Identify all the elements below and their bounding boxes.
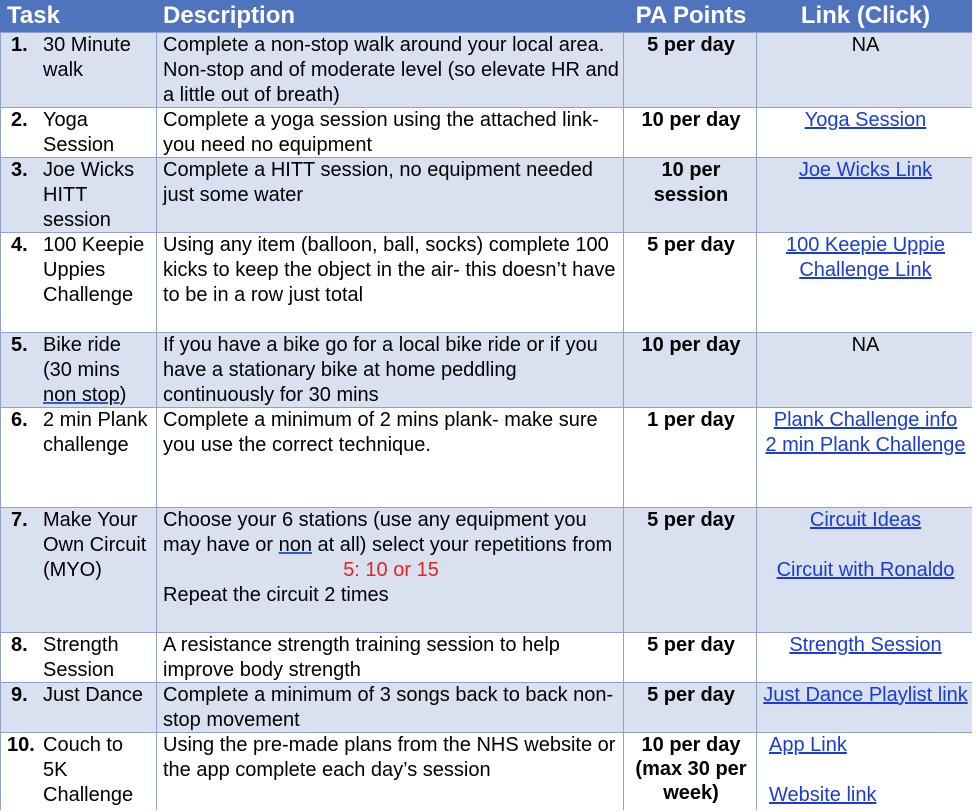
points-cell: 10 per day [623,332,756,407]
header-link: Link (Click) [756,0,972,32]
description-end: Repeat the circuit 2 times [163,584,389,606]
link-cell [756,232,972,332]
description-cell: Complete a HITT session, no equipment needed just some water [156,157,623,232]
link-cell [756,507,972,632]
task-name [43,333,152,407]
circuit-ideas-link[interactable]: Circuit Ideas [809,509,922,531]
task-cell [0,507,156,632]
points-cell: 10 per day [623,107,756,157]
website-link[interactable]: Website link [769,784,877,806]
task-name: 30 Minute walk [43,34,131,81]
link-cell [756,632,972,682]
task-name: Yoga Session [43,109,115,156]
task-cell [0,32,156,107]
task-name: Make Your Own Circuit (MYO) [43,509,147,581]
task-cell [0,107,156,157]
description-cell: Using the pre-made plans from the NHS website or the app complete each day’s session [156,732,623,810]
task-name: Strength Session [43,634,119,681]
strength-session-link[interactable]: Strength Session [789,634,942,656]
task-name-part: Bike ride (30 mins [43,334,121,381]
link-cell [756,157,972,232]
description-cell: Complete a yoga session using the attached link- you need no equipment [156,107,623,157]
task-number: 3. [11,159,28,181]
description-part: Choose your 6 stations (use any equipment you may have or [163,509,587,556]
task-cell [0,682,156,732]
header-pa-points: PA Points [623,0,756,32]
task-number: 5. [11,334,28,356]
app-link[interactable]: App Link [769,734,847,756]
link-cell [756,407,972,507]
description-cell: Complete a minimum of 3 songs back to back non-stop movement [156,682,623,732]
just-dance-link[interactable]: Just Dance Playlist link [763,684,968,706]
yoga-session-link[interactable]: Yoga Session [804,109,927,131]
description-cell [156,507,623,632]
points-cell: 1 per day [623,407,756,507]
header-description: Description [156,0,623,32]
task-number: 4. [11,234,28,256]
task-number: 6. [11,409,28,431]
task-number: 7. [11,509,28,531]
spacer [763,533,968,558]
link-cell [756,682,972,732]
task-cell [0,407,156,507]
keepie-uppie-link[interactable]: 100 Keepie Uppie Challenge Link [785,234,945,281]
repetitions-highlight: 5: 10 or 15 [343,559,439,581]
task-number: 8. [11,634,28,656]
circuit-ronaldo-link[interactable]: Circuit with Ronaldo [776,559,955,581]
points-cell: 5 per day [623,507,756,632]
description-part: at all) select your repetitions from [311,534,613,556]
link-cell [756,107,972,157]
points-cell: 5 per day [623,232,756,332]
description-part: non [278,534,312,556]
description-cell: Complete a minimum of 2 mins plank- make sure you use the correct technique. [156,407,623,507]
task-cell [0,632,156,682]
task-name: Couch to 5K Challenge [43,734,134,806]
task-number: 2. [11,109,28,131]
points-cell: 5 per day [623,682,756,732]
task-name-part: ) [119,384,127,406]
task-cell [0,732,156,810]
description-cell: A resistance strength training session to help improve body strength [156,632,623,682]
task-cell [0,157,156,232]
task-name-part: non stop [43,384,120,406]
header-task: Task [0,0,156,32]
task-name: Just Dance [43,684,144,706]
points-cell: 10 per day (max 30 per week) [623,732,756,810]
task-cell [0,332,156,407]
task-cell [0,232,156,332]
plank-info-link[interactable]: Plank Challenge info [773,409,958,431]
points-cell: 10 per session [623,157,756,232]
task-name: 100 Keepie Uppies Challenge [43,234,145,306]
link-cell [756,732,972,810]
description-cell: Using any item (balloon, ball, socks) complete 100 kicks to keep the object in the air- this doesn’t have to be in a row just total [156,232,623,332]
description-cell: Complete a non-stop walk around your local area. Non-stop and of moderate level (so elevate HR and a little out of breath) [156,32,623,107]
points-cell: 5 per day [623,32,756,107]
task-number: 1. [11,34,28,56]
spacer [769,758,968,783]
link-cell: NA [756,332,972,407]
task-name: Joe Wicks HITT session [43,159,135,231]
points-cell: 5 per day [623,632,756,682]
link-cell: NA [756,32,972,107]
plank-challenge-link[interactable]: 2 min Plank Challenge [765,434,966,456]
task-name: 2 min Plank challenge [43,409,148,456]
joe-wicks-link[interactable]: Joe Wicks Link [798,159,933,181]
task-number: 10. [7,734,35,756]
task-number: 9. [11,684,28,706]
description-cell: If you have a bike go for a local bike ride or if you have a stationary bike at home peddling continuously for 30 mins [156,332,623,407]
